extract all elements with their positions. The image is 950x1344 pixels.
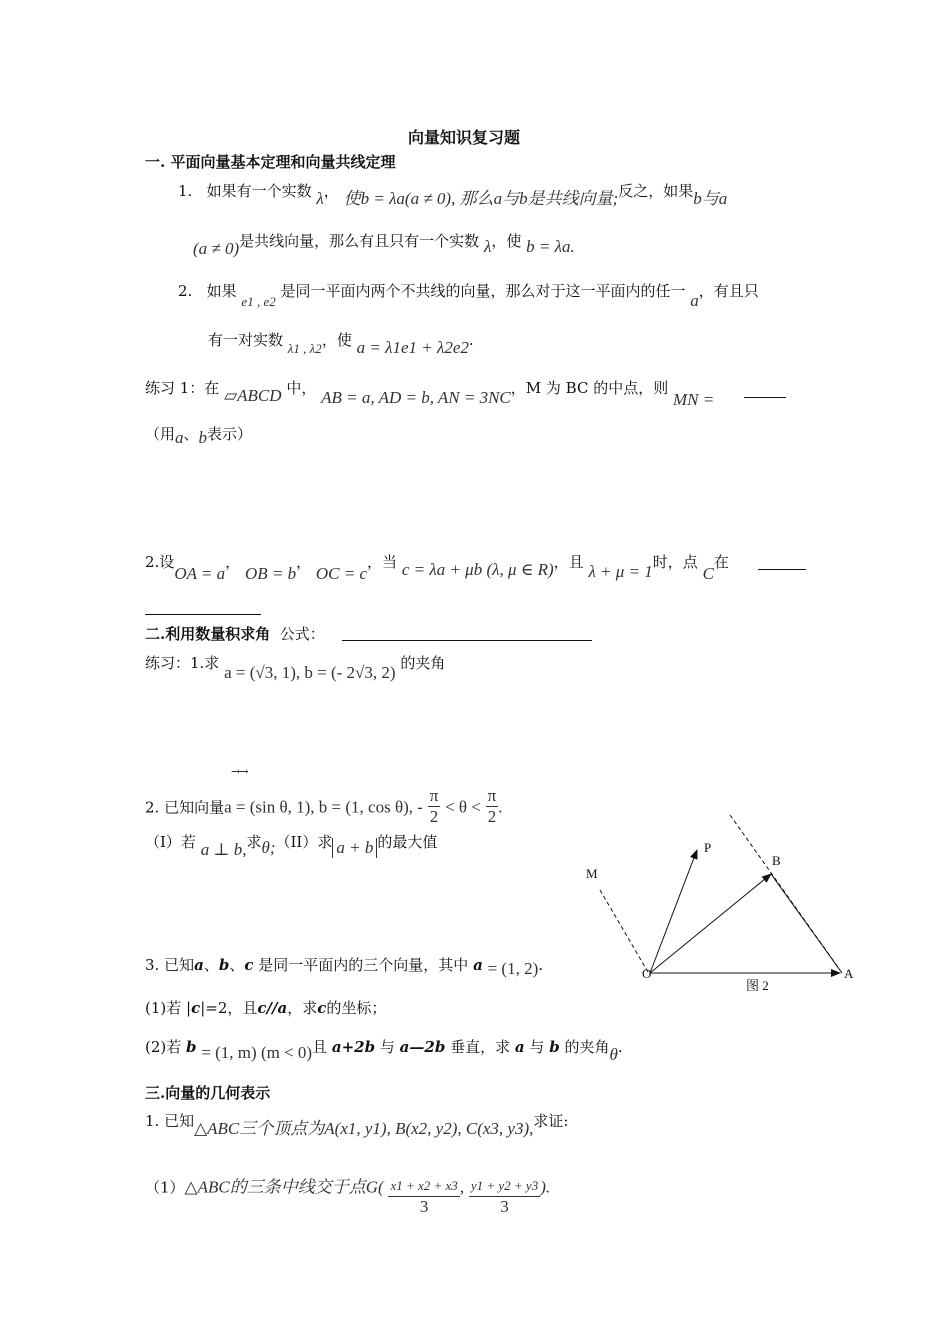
vector-c: c: [317, 999, 327, 1017]
formula-blank[interactable]: [342, 640, 592, 641]
text: 3. 已知: [145, 956, 195, 974]
math: < θ <: [445, 797, 481, 817]
item-1-line-2: [193, 231, 575, 258]
text: ，求: [287, 999, 318, 1017]
numerator: π: [429, 786, 439, 805]
text: 如果: [206, 282, 237, 300]
math: λ1 , λ2: [287, 341, 322, 356]
text: （用: [145, 425, 176, 443]
text: .: [617, 1038, 623, 1056]
math: a+2b: [331, 1038, 376, 1056]
item-2-line-2: [208, 330, 474, 357]
text: ，使: [321, 331, 352, 349]
section-heading-1: 一. 平面向量基本定理和向量共线定理: [145, 153, 396, 171]
label-b: B: [772, 853, 781, 868]
text: .: [468, 331, 474, 349]
text: 如果有一个实数: [206, 182, 312, 200]
math: ▱ABCD: [224, 386, 282, 405]
text: （1）: [145, 1178, 185, 1197]
vector-b: b: [186, 1038, 197, 1056]
label-p: P: [704, 840, 712, 855]
text: 且: [312, 1038, 328, 1056]
math: λ: [483, 237, 492, 256]
text: 垂直，求: [450, 1038, 511, 1056]
sec2-exercise-3-q2: [145, 1037, 623, 1064]
text: 是同一平面内的三个向量，其中: [258, 956, 469, 974]
item-2-line-1: [178, 281, 759, 310]
text: 练习 1：在: [145, 379, 220, 397]
math: ,: [459, 1177, 465, 1197]
sec2-exercise-2: [145, 788, 503, 829]
text: 1. 已知: [145, 1112, 195, 1130]
text: ，: [225, 553, 241, 571]
text: 是共线向量，那么有且只有一个实数: [239, 232, 480, 250]
text: 中，: [286, 379, 317, 397]
text: 的最大值: [377, 833, 438, 851]
math: b与a: [693, 189, 728, 208]
math: OC = c: [315, 564, 368, 583]
math: OB = b: [244, 564, 297, 583]
math: c//a: [257, 999, 288, 1017]
text: 、: [203, 956, 219, 974]
vector-c: c: [244, 956, 254, 974]
text: 有一对实数: [208, 331, 284, 349]
vector-ob: [650, 874, 771, 973]
math: b: [198, 428, 208, 447]
text: ，使: [491, 232, 522, 250]
text: 的夹角: [400, 654, 446, 672]
item-number: 1.: [178, 182, 193, 200]
fraction: [486, 786, 499, 827]
sec2-exercise-2-parts: [145, 832, 438, 859]
section-heading-2-row: [145, 624, 325, 644]
text: 的夹角: [564, 1038, 610, 1056]
dashed-line-om: [600, 890, 648, 972]
text: (1)若 |: [145, 999, 192, 1017]
text: 、: [229, 956, 245, 974]
fraction: [469, 1176, 540, 1217]
math: c = λa + μb (λ, μ ∈ R): [401, 560, 554, 579]
math: C: [702, 564, 714, 583]
label-o: O: [642, 966, 652, 981]
denominator: 3: [500, 1197, 509, 1216]
exercise-1: [145, 378, 715, 409]
math: OA = a: [174, 564, 226, 583]
math: a: [690, 291, 699, 310]
text: ，且: [553, 553, 584, 571]
vector-b: b: [218, 956, 230, 974]
math-abs: a + b: [332, 838, 377, 858]
math: △ABC的三条中线交于点G(: [184, 1177, 384, 1197]
sec3-exercise-1-part1: [145, 1168, 551, 1216]
item-number: 2.: [178, 282, 193, 300]
text: ，: [296, 553, 312, 571]
text: ，当: [367, 553, 398, 571]
label-m: M: [586, 866, 598, 881]
text: ，: [323, 182, 339, 200]
text: 是同一平面内两个不共线的向量，那么对于这一平面内的任一: [280, 282, 686, 300]
numerator: x1 + x2 + x3: [388, 1176, 459, 1197]
denominator: 2: [487, 807, 497, 826]
math: b = λa.: [526, 237, 575, 256]
math: (a ≠ 0): [193, 239, 240, 258]
math: = (1, m) (m < 0): [201, 1043, 313, 1062]
math: θ;: [261, 838, 276, 857]
denominator: 3: [419, 1197, 429, 1216]
text: 2.设: [145, 553, 175, 571]
math: θ: [609, 1045, 618, 1064]
math: .: [498, 797, 503, 817]
text: 求: [246, 833, 262, 851]
math: = (1, 2): [487, 959, 539, 978]
vector-op: [650, 850, 697, 973]
math: a ⊥ b,: [200, 840, 247, 859]
math: AB = a, AD = b, AN = 3NC: [321, 388, 511, 407]
exercise-1-note: [145, 424, 253, 447]
text: |=2，且: [200, 999, 258, 1017]
math: e1 , e2: [241, 294, 276, 309]
math: a—2b: [399, 1038, 446, 1056]
page-title: 向量知识复习题: [408, 128, 521, 147]
vector-arrows: →→: [231, 765, 248, 778]
math: 使b = λa(a ≠ 0), 那么a与b是共线向量;: [343, 189, 619, 208]
text: (2)若: [145, 1038, 182, 1056]
text: 练习：1.求: [145, 654, 220, 672]
text: 与: [379, 1038, 395, 1056]
text: .: [538, 956, 544, 974]
numerator: π: [487, 786, 497, 805]
section-heading-3: 三.向量的几何表示: [145, 1084, 271, 1102]
vector-b: b: [549, 1038, 560, 1056]
text: 求证:: [533, 1112, 569, 1130]
math: △ABC三个顶点为A(x1, y1), B(x2, y2), C(x3, y3),: [194, 1119, 534, 1138]
text: （I）若: [145, 833, 196, 851]
answer-blank[interactable]: [758, 569, 806, 570]
math: λ + μ = 1: [588, 562, 653, 581]
text: 反之，如果: [618, 182, 694, 200]
math: MN =: [673, 390, 715, 409]
answer-blank[interactable]: [744, 397, 786, 398]
numerator: y1 + y2 + y3: [469, 1176, 540, 1197]
figure-caption: 图 2: [746, 978, 769, 993]
section-heading-2: 二.利用数量积求角: [145, 625, 271, 643]
text: 2. 已知向量: [145, 798, 225, 817]
segment-ba: [771, 874, 842, 973]
sec2-exercise-1: [145, 653, 446, 682]
vector-figure: [580, 810, 870, 1010]
vector-a: a: [473, 956, 483, 974]
vector-a: a: [194, 956, 204, 974]
exercise-2: [145, 552, 729, 583]
denominator: 2: [429, 807, 439, 826]
text: （II）求: [275, 833, 333, 851]
text: 在: [713, 553, 729, 571]
sec3-exercise-1: [145, 1111, 569, 1138]
formula-label: 公式：: [279, 625, 325, 643]
text: 、: [183, 425, 199, 443]
text: ，M 为 BC 的中点，则: [510, 379, 669, 397]
fraction: [428, 786, 441, 827]
math: λ: [316, 189, 324, 208]
item-1-line-1: [178, 181, 728, 208]
text: 表示）: [207, 425, 253, 443]
text: 与: [529, 1038, 545, 1056]
fraction: [388, 1176, 459, 1217]
text: 的坐标；: [326, 999, 387, 1017]
math: a = (√3, 1), b = (- 2√3, 2): [224, 663, 396, 682]
text: 时，点: [652, 553, 698, 571]
label-a: A: [844, 966, 854, 981]
answer-blank[interactable]: [145, 614, 261, 615]
math: a = (sin θ, 1), b = (1, cos θ), -: [224, 797, 423, 817]
math: ).: [540, 1177, 551, 1197]
vector-a: a: [514, 1038, 525, 1056]
sec2-exercise-3-q1: [145, 998, 386, 1018]
sec2-exercise-3: [145, 955, 544, 978]
text: ，有且只: [698, 282, 759, 300]
vector-c: c: [191, 999, 201, 1017]
math: a: [175, 428, 184, 447]
math: a = λ1e1 + λ2e2: [356, 338, 469, 357]
